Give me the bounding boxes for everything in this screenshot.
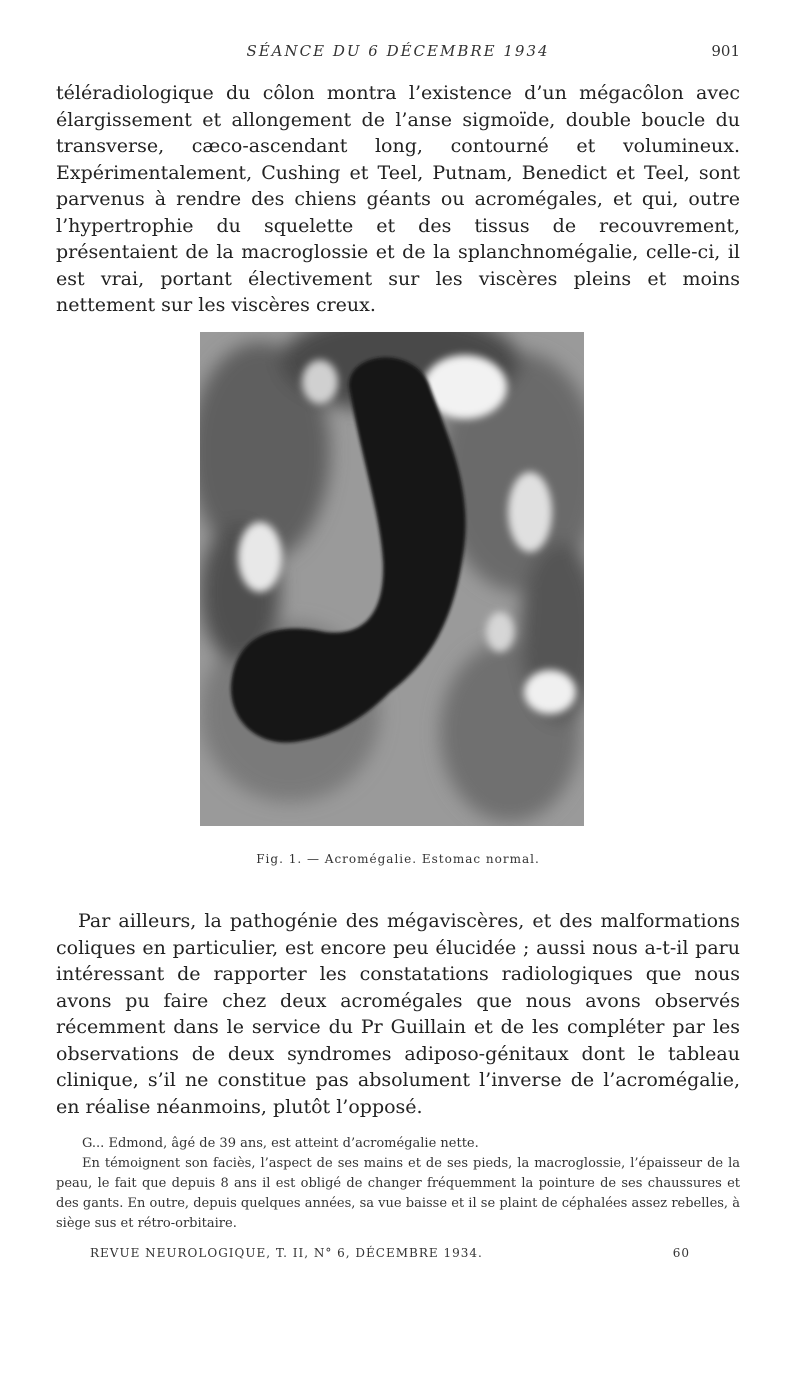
signature-mark: 60 bbox=[672, 1246, 690, 1260]
running-title: SÉANCE DU 6 DÉCEMBRE 1934 bbox=[246, 42, 550, 60]
body-paragraph-2: Par ailleurs, la pathogénie des mégaviscères, et des malformations coliques en particulier, est encore peu élucidée ; aussi nous a-t-il paru intéressant de rapporter les constatations radiologiques que nous avons pu faire chez deux acromégales que nous avons observés récemment dans le service du Pr Guillain et de les compléter par les observations de deux syndromes adiposo-génitaux dont le tableau clinique, s’il ne constitue pas absolument l’inverse de l’acromégalie, en réalise néanmoins, plutôt l’opposé. bbox=[56, 910, 740, 1118]
xray-figure-image bbox=[200, 332, 584, 826]
figure-caption: Fig. 1. — Acromégalie. Estomac normal. bbox=[256, 852, 540, 866]
page-number: 901 bbox=[711, 42, 740, 60]
running-header bbox=[56, 42, 740, 66]
case-note-line-2: En témoignent son faciès, l’aspect de ses mains et de ses pieds, la macroglossie, l’épaisseur de la peau, le fait que depuis 8 ans il est obligé de changer fréquemment la pointure de ses chaussures et des gants. En outre, depuis quelques années, sa vue baisse et il se plaint de céphalées assez rebelles, à siège sus et rétro-orbitaire. bbox=[56, 1156, 740, 1231]
case-note bbox=[56, 1134, 740, 1234]
case-note-line-1: G... Edmond, âgé de 39 ans, est atteint d’acromégalie nette. bbox=[82, 1136, 479, 1151]
journal-reference: REVUE NEUROLOGIQUE, T. II, N° 6, DÉCEMBRE 1934. bbox=[90, 1246, 483, 1260]
page-footer bbox=[90, 1246, 690, 1268]
body-paragraph-1: téléradiologique du côlon montra l’existence d’un mégacôlon avec élargissement et allongement de l’anse sigmoïde, double boucle du transverse, cæco-ascendant long, contourné et volumineux. Expérimentalement, Cushing et Teel, Putnam, Benedict et Teel, sont parvenus à rendre des chiens géants ou acromégales, et qui, outre l’hypertrophie du squelette et des tissus de recouvrement, présentaient de la macroglossie et de la splanchnomégalie, celle-ci, il est vrai, portant électivement sur les viscères pleins et moins nettement sur les viscères creux. bbox=[56, 82, 740, 316]
